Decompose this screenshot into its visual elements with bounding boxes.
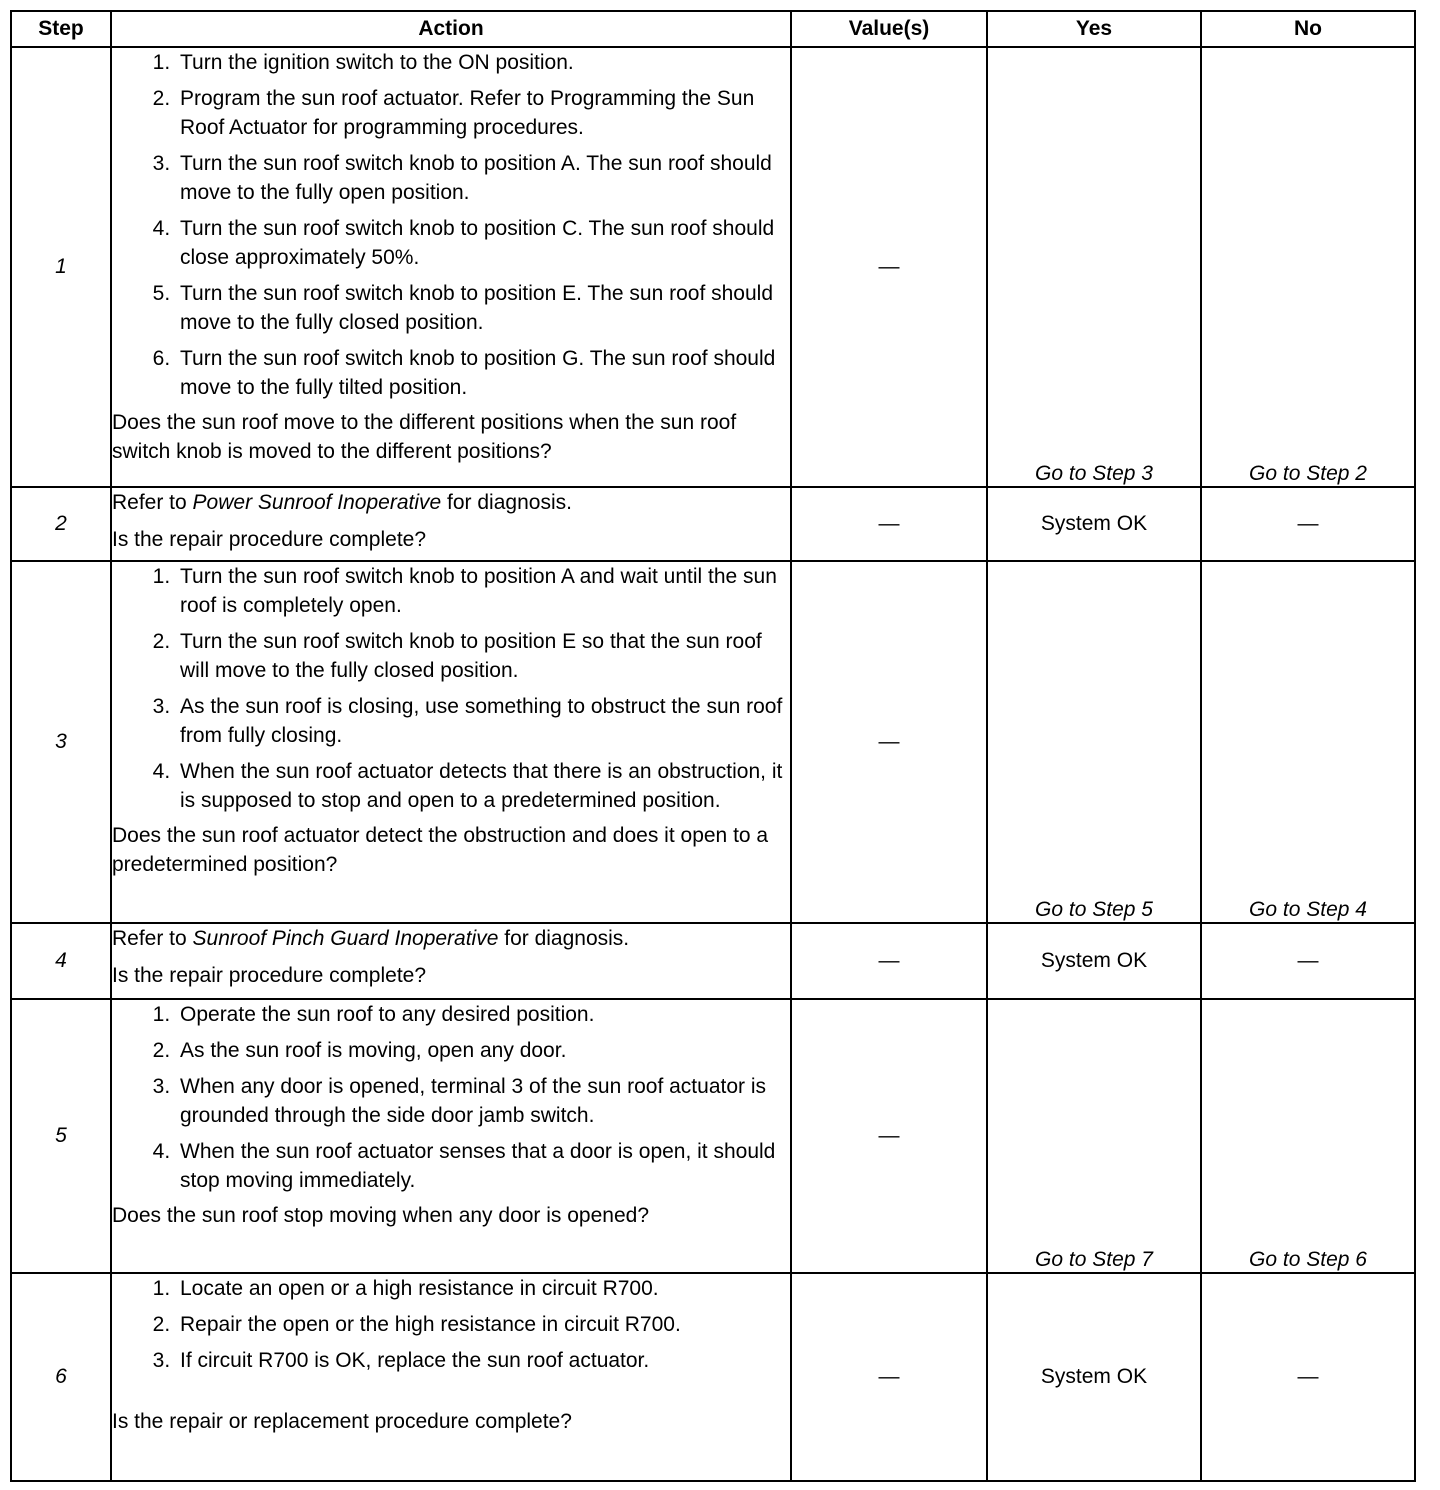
action-cell xyxy=(111,999,791,1273)
no-cell: — xyxy=(1201,1273,1415,1481)
no-cell: Go to Step 2 xyxy=(1201,47,1415,487)
yes-cell: Go to Step 5 xyxy=(987,561,1201,923)
header-yes: Yes xyxy=(987,11,1201,47)
header-values: Value(s) xyxy=(791,11,987,47)
action-cell xyxy=(111,487,791,561)
table-row xyxy=(11,47,1415,487)
action-step: 2. As the sun roof is moving, open any door. xyxy=(176,1036,790,1065)
action-step: 3. When any door is opened, terminal 3 of the sun roof actuator is grounded through the side door jamb switch. xyxy=(176,1072,790,1130)
step-number: 6 xyxy=(11,1273,111,1481)
action-step: 6. Turn the sun roof switch knob to position G. The sun roof should move to the fully tilted position. xyxy=(176,344,790,402)
table-row xyxy=(11,999,1415,1273)
reference-title: Power Sunroof Inoperative xyxy=(192,491,442,514)
action-steps xyxy=(112,1000,790,1195)
header-no: No xyxy=(1201,11,1415,47)
yes-cell: System OK xyxy=(987,487,1201,561)
action-step: 2. Program the sun roof actuator. Refer to Programming the Sun Roof Actuator for programming procedures. xyxy=(176,84,790,142)
step-number: 1 xyxy=(11,47,111,487)
step-number: 2 xyxy=(11,487,111,561)
header-row xyxy=(11,11,1415,47)
yes-cell: Go to Step 7 xyxy=(987,999,1201,1273)
table-row xyxy=(11,1273,1415,1481)
action-step: 4. When the sun roof actuator senses that a door is open, it should stop moving immediately. xyxy=(176,1137,790,1195)
action-step: 2. Turn the sun roof switch knob to position E so that the sun roof will move to the fully closed position. xyxy=(176,627,790,685)
action-question: Is the repair or replacement procedure complete? xyxy=(112,1410,572,1433)
action-step: 1. Operate the sun roof to any desired position. xyxy=(176,1000,790,1029)
diagnostic-table xyxy=(10,10,1416,1482)
action-step: 3. As the sun roof is closing, use something to obstruct the sun roof from fully closing. xyxy=(176,692,790,750)
action-steps xyxy=(112,1274,790,1375)
value-cell: — xyxy=(791,1273,987,1481)
action-cell xyxy=(111,561,791,923)
action-question: Does the sun roof actuator detect the obstruction and does it open to a predetermined position? xyxy=(112,824,769,876)
table-row xyxy=(11,561,1415,923)
value-cell: — xyxy=(791,561,987,923)
action-step: 5. Turn the sun roof switch knob to position E. The sun roof should move to the fully closed position. xyxy=(176,279,790,337)
table-row xyxy=(11,487,1415,561)
yes-cell: System OK xyxy=(987,1273,1201,1481)
action-step: 1. Locate an open or a high resistance in circuit R700. xyxy=(176,1274,790,1303)
value-cell: — xyxy=(791,487,987,561)
yes-cell: System OK xyxy=(987,923,1201,999)
action-question: Is the repair procedure complete? xyxy=(112,964,427,987)
value-cell: — xyxy=(791,47,987,487)
value-cell: — xyxy=(791,923,987,999)
step-number: 5 xyxy=(11,999,111,1273)
reference-line: Refer to Sunroof Pinch Guard Inoperative for diagnosis. xyxy=(112,927,630,950)
no-cell: — xyxy=(1201,923,1415,999)
no-cell: — xyxy=(1201,487,1415,561)
table-row xyxy=(11,923,1415,999)
action-steps xyxy=(112,48,790,402)
reference-line: Refer to Power Sunroof Inoperative for diagnosis. xyxy=(112,491,572,514)
action-step: 4. When the sun roof actuator detects that there is an obstruction, it is supposed to stop and open to a predetermined position. xyxy=(176,757,790,815)
action-cell xyxy=(111,923,791,999)
action-question: Does the sun roof stop moving when any door is opened? xyxy=(112,1204,650,1227)
no-cell: Go to Step 6 xyxy=(1201,999,1415,1273)
action-question: Does the sun roof move to the different positions when the sun roof switch knob is moved to the different positions? xyxy=(112,411,737,463)
step-number: 3 xyxy=(11,561,111,923)
action-step: 1. Turn the sun roof switch knob to position A and wait until the sun roof is completely open. xyxy=(176,562,790,620)
step-number: 4 xyxy=(11,923,111,999)
action-step: 2. Repair the open or the high resistance in circuit R700. xyxy=(176,1310,790,1339)
action-step: 1. Turn the ignition switch to the ON position. xyxy=(176,48,790,77)
header-step: Step xyxy=(11,11,111,47)
action-cell xyxy=(111,47,791,487)
action-cell xyxy=(111,1273,791,1481)
reference-title: Sunroof Pinch Guard Inoperative xyxy=(192,927,499,950)
no-cell: Go to Step 4 xyxy=(1201,561,1415,923)
action-step: 3. Turn the sun roof switch knob to position A. The sun roof should move to the fully open position. xyxy=(176,149,790,207)
action-steps xyxy=(112,562,790,815)
value-cell: — xyxy=(791,999,987,1273)
header-action: Action xyxy=(111,11,791,47)
yes-cell: Go to Step 3 xyxy=(987,47,1201,487)
action-question: Is the repair procedure complete? xyxy=(112,528,427,551)
action-step: 3. If circuit R700 is OK, replace the sun roof actuator. xyxy=(176,1346,790,1375)
action-step: 4. Turn the sun roof switch knob to position C. The sun roof should close approximately 50%. xyxy=(176,214,790,272)
